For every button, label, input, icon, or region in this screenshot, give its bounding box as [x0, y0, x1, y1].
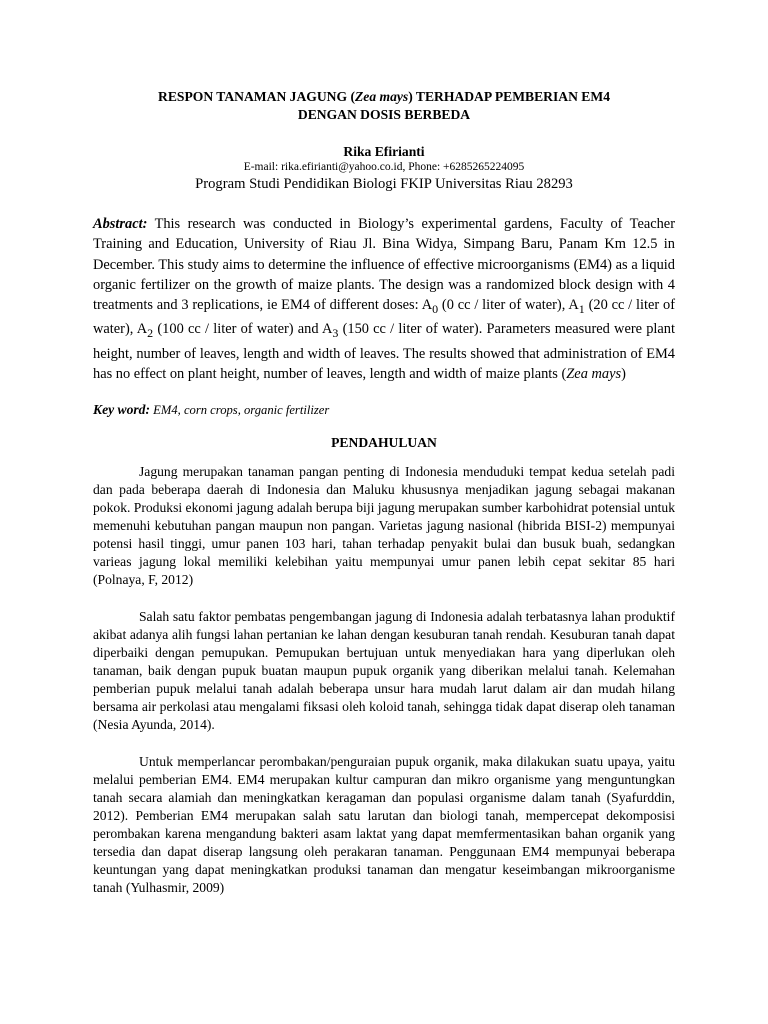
title-species-name: Zea mays [354, 89, 409, 104]
title-line1-pre: RESPON TANAMAN JAGUNG ( [158, 89, 355, 104]
abstract-text-4: (100 cc / liter of water) and A [153, 321, 333, 338]
abstract [93, 214, 675, 384]
abstract-label: Abstract: [93, 216, 148, 232]
abstract-sub-1: 1 [578, 302, 585, 317]
abstract-sub-3: 3 [332, 326, 339, 341]
abstract-text-3: (20 cc / liter of water), A [93, 297, 675, 338]
abstract-text-6: ) [621, 365, 626, 382]
keywords-value: EM4, corn crops, organic fertilizer [150, 403, 330, 417]
author-contact: E-mail: rika.efirianti@yahoo.co.id, Phone: +6285265224095 [243, 161, 525, 173]
abstract-text-5: (150 cc / liter of water). Parameters measured were plant height, number of leaves, length and width of leaves. The results showed that administration of EM4 has no effect on plant height, number of leaves, length and width of maize plants ( [93, 321, 675, 382]
body-paragraph-1: Jagung merupakan tanaman pangan penting di Indonesia menduduki tempat kedua setelah padi dan pada beberapa daerah di Indonesia dan Maluku khususnya menjadikan jagung sebagai makanan pokok. Produksi ekonomi jagung adalah berupa biji jagung merupakan sumber karbohidrat potensial untuk memenuhi kebutuhan pangan maupun non pangan. Varietas jagung nasional (hibrida BISI-2) mempunyai potensi hasil tinggi, umur panen 103 hari, tahan terhadap penyakit bulai dan busuk buah, sedangkan varieas jagung lokal memiliki kelebihan yaitu mempunyai umur panen lebih cepat sekitar 85 hari (Polnaya, F, 2012) [93, 464, 675, 587]
body-paragraph-2: Salah satu faktor pembatas pengembangan jagung di Indonesia adalah terbatasnya lahan produktif akibat adanya alih fungsi lahan pertanian ke lahan dengan kesuburan tanah rendah. Kesuburan tanah dapat diperbaiki dengan pemupukan. Pemupukan bertujuan untuk menyediakan hara yang diperlukan oleh tanaman, baik dengan pupuk buatan maupun pupuk organik yang diberikan melalui tanah. Kelemahan pemberian pupuk melalui tanah adalah beberapa unsur hara mudah larut dalam air dan mudah hilang bersama air perkolasi atau mengalami fiksasi oleh koloid tanah, sehingga tidak dapat diserap oleh tanaman (Nesia Ayunda, 2014). [93, 609, 675, 732]
section-heading: PENDAHULUAN [331, 435, 437, 450]
author-name: Rika Efirianti [343, 144, 425, 159]
abstract-sub-2: 2 [147, 326, 154, 341]
title-line2: DENGAN DOSIS BERBEDA [297, 107, 471, 122]
keywords [93, 401, 675, 419]
paper-title [92, 88, 676, 124]
abstract-text-1: This research was conducted in Biology’s experimental gardens, Faculty of Teacher Training and Education, University of Riau Jl. Bina Widya, Simpang Baru, Panam Km 12.5 in December. This study aims to determine the influence of effective microorganisms (EM4) as a liquid organic fertilizer on the growth of maize plants. The design was a randomized block design with 4 treatments and 3 replications, ie EM4 of different doses: A [93, 216, 675, 314]
abstract-text-2: (0 cc / liter of water), A [438, 297, 579, 314]
abstract-sub-0: 0 [432, 302, 439, 317]
body-paragraph-3: Untuk memperlancar perombakan/penguraian pupuk organik, maka dilakukan suatu upaya, yaitu melalui pemberian EM4. EM4 merupakan kultur campuran dan mikro organisme yang menguntungkan tanah secara alamiah dan meningkatkan keragaman dan populasi organisme dalam tanah (Syafurddin, 2012). Pemberian EM4 merupakan salah satu larutan dan biologi tanah, mempercepat dekomposisi perombakan karena mengandung bakteri asam laktat yang dapat memfermentasikan bahan organik yang tersedia dan dapat diserap langsung oleh perakaran tanaman. Penggunaan EM4 mempunyai beberapa keuntungan yang dapat meningkatkan produksi tanaman dan mengatur keseimbangan mikroorganisme tanah (Yulhasmir, 2009) [93, 754, 675, 895]
abstract-species-name: Zea mays [566, 365, 622, 382]
title-block [92, 88, 676, 193]
title-line1-post: ) TERHADAP PEMBERIAN EM4 [408, 89, 610, 104]
keywords-label: Key word: [93, 402, 151, 417]
author-affiliation: Program Studi Pendidikan Biologi FKIP Universitas Riau 28293 [195, 176, 573, 192]
